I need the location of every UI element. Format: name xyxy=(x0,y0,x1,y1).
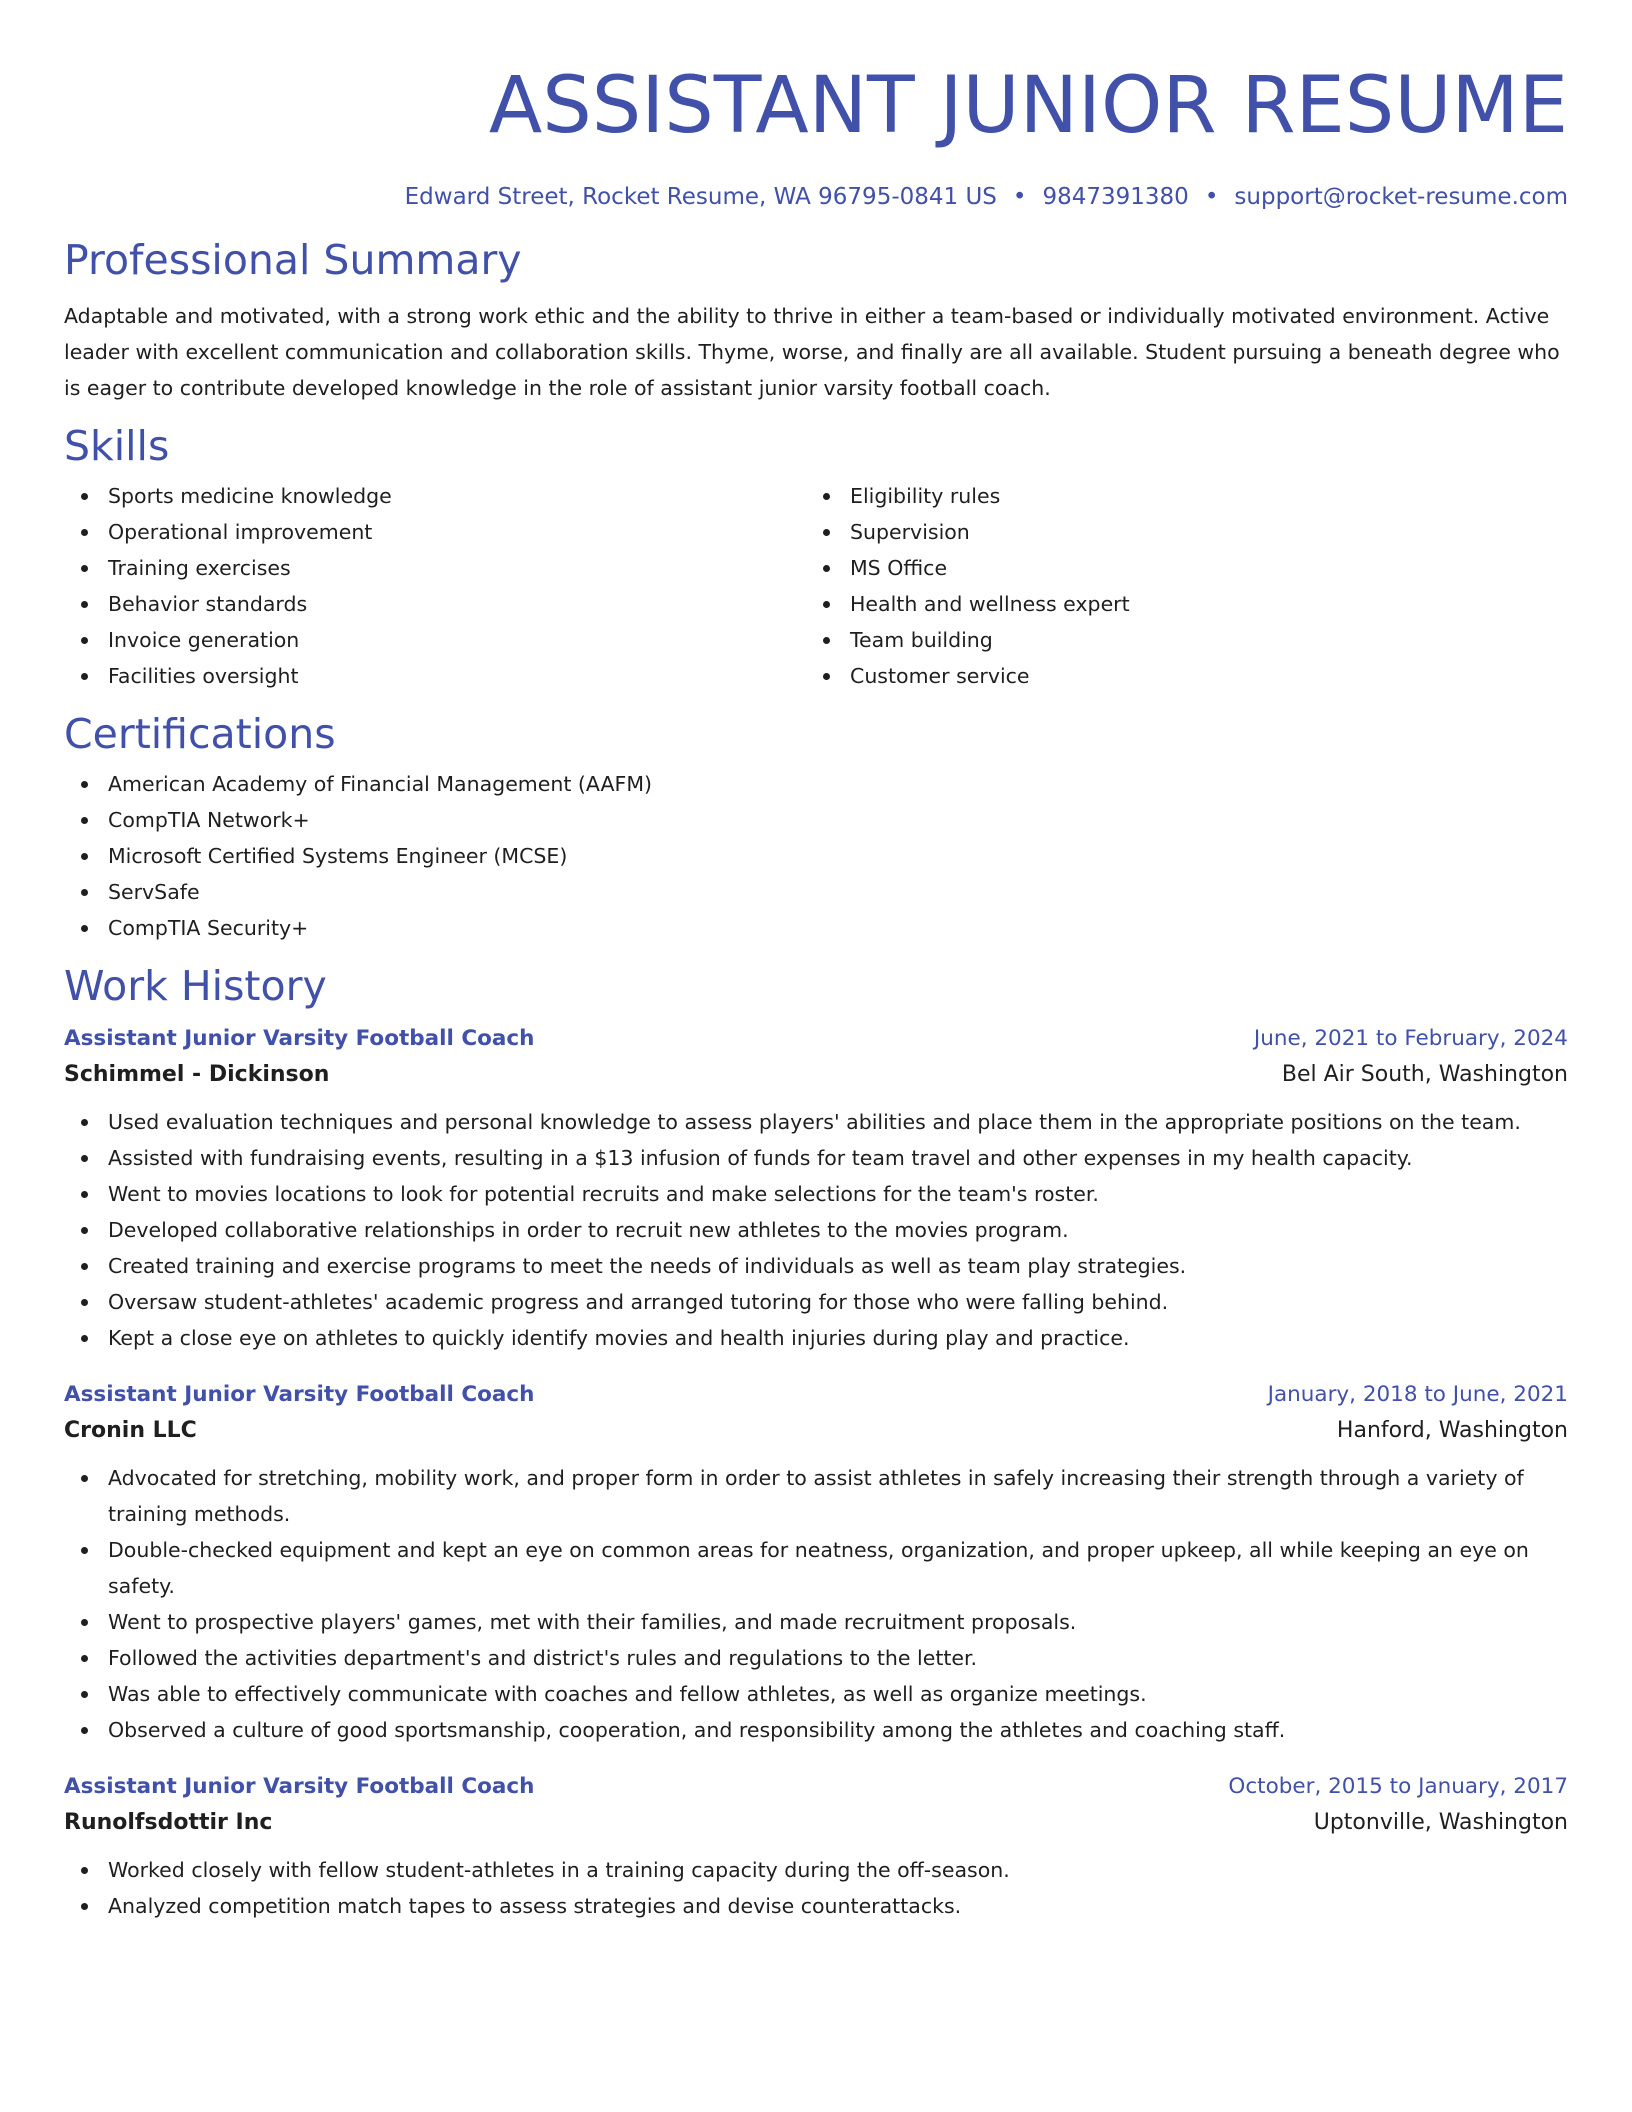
job-location: Bel Air South, Washington xyxy=(1281,1062,1568,1087)
skills-grid xyxy=(64,478,1568,694)
job-subheader xyxy=(64,1806,1568,1840)
contact-separator: • xyxy=(1204,184,1219,210)
job-company: Cronin LLC xyxy=(64,1418,197,1443)
job-company: Schimmel - Dickinson xyxy=(64,1062,330,1087)
job-location: Uptonville, Washington xyxy=(1313,1810,1568,1835)
skills-heading: Skills xyxy=(64,422,170,470)
job-duty: Used evaluation techniques and personal knowledge to assess players' abilities and place them in the appropriate positions on the team. xyxy=(64,1104,1568,1140)
job-entry xyxy=(64,1380,1568,1748)
certification-item: CompTIA Network+ xyxy=(64,802,1568,838)
certifications-heading: Certifications xyxy=(64,710,336,758)
job-duty: Kept a close eye on athletes to quickly identify movies and health injuries during play and practice. xyxy=(64,1320,1568,1356)
job-duty: Went to prospective players' games, met with their families, and made recruitment proposals. xyxy=(64,1604,1568,1640)
job-location: Hanford, Washington xyxy=(1336,1418,1568,1443)
job-dates: January, 2018 to June, 2021 xyxy=(1267,1382,1568,1407)
job-title: Assistant Junior Varsity Football Coach xyxy=(64,1382,535,1407)
job-duty: Double-checked equipment and kept an eye on common areas for neatness, organization, and proper upkeep, all while keeping an eye on safety. xyxy=(64,1532,1568,1604)
job-duty: Developed collaborative relationships in order to recruit new athletes to the movies program. xyxy=(64,1212,1568,1248)
contact-phone: 9847391380 xyxy=(1042,184,1189,210)
summary-text: Adaptable and motivated, with a strong work ethic and the ability to thrive in either a team-based or individually motivated environment. Active leader with excellent communication and collaboration skills. Thyme, worse, and finally are all available. Student pursuing a beneath degree who is eager to contribute developed knowledge in the role of assistant junior varsity football coach. xyxy=(64,304,1560,400)
summary-heading: Professional Summary xyxy=(64,236,522,284)
certifications-section xyxy=(64,708,1568,946)
job-duty: Followed the activities department's and district's rules and regulations to the letter. xyxy=(64,1640,1568,1676)
job-title: Assistant Junior Varsity Football Coach xyxy=(64,1774,535,1799)
skills-list-left xyxy=(64,478,806,694)
job-header xyxy=(64,1024,1568,1054)
certification-item: American Academy of Financial Management (AAFM) xyxy=(64,766,1568,802)
job-duty: Assisted with fundraising events, resulting in a $13 infusion of funds for team travel and other expenses in my health capacity. xyxy=(64,1140,1568,1176)
skill-item: Health and wellness expert xyxy=(806,586,1548,622)
skill-item: Behavior standards xyxy=(64,586,806,622)
job-duty: Observed a culture of good sportsmanship, cooperation, and responsibility among the athletes and coaching staff. xyxy=(64,1712,1568,1748)
job-duties-list xyxy=(64,1460,1568,1748)
skill-item: Sports medicine knowledge xyxy=(64,478,806,514)
job-duty: Analyzed competition match tapes to assess strategies and devise counterattacks. xyxy=(64,1888,1568,1924)
certifications-list xyxy=(64,766,1568,946)
job-entry xyxy=(64,1024,1568,1356)
summary-section xyxy=(64,234,1568,406)
skill-item: Facilities oversight xyxy=(64,658,806,694)
contact-separator: • xyxy=(1012,184,1027,210)
skill-item: Eligibility rules xyxy=(806,478,1548,514)
skill-item: Supervision xyxy=(806,514,1548,550)
skills-list-right xyxy=(806,478,1548,694)
skills-section xyxy=(64,420,1568,694)
job-duties-list xyxy=(64,1852,1568,1924)
certification-item: Microsoft Certified Systems Engineer (MCSE) xyxy=(64,838,1568,874)
job-subheader xyxy=(64,1414,1568,1448)
job-dates: October, 2015 to January, 2017 xyxy=(1228,1774,1568,1799)
contact-email: support@rocket-resume.com xyxy=(1234,184,1568,210)
work-history-section xyxy=(64,960,1568,1924)
skill-item: Training exercises xyxy=(64,550,806,586)
contact-line xyxy=(64,182,1568,212)
job-header xyxy=(64,1380,1568,1410)
resume-title: ASSISTANT JUNIOR RESUME xyxy=(488,61,1568,151)
resume-page xyxy=(64,0,1568,1924)
job-duties-list xyxy=(64,1104,1568,1356)
job-entry xyxy=(64,1772,1568,1924)
job-duty: Was able to effectively communicate with coaches and fellow athletes, as well as organize meetings. xyxy=(64,1676,1568,1712)
certification-item: ServSafe xyxy=(64,874,1568,910)
contact-address: Edward Street, Rocket Resume, WA 96795-0841 US xyxy=(404,184,997,210)
job-company: Runolfsdottir Inc xyxy=(64,1810,273,1835)
job-header xyxy=(64,1772,1568,1802)
job-duty: Worked closely with fellow student-athletes in a training capacity during the off-season. xyxy=(64,1852,1568,1888)
skill-item: Customer service xyxy=(806,658,1548,694)
skill-item: MS Office xyxy=(806,550,1548,586)
job-duty: Went to movies locations to look for potential recruits and make selections for the team's roster. xyxy=(64,1176,1568,1212)
skill-item: Operational improvement xyxy=(64,514,806,550)
job-dates: June, 2021 to February, 2024 xyxy=(1253,1026,1568,1051)
job-title: Assistant Junior Varsity Football Coach xyxy=(64,1026,535,1051)
work-history-heading: Work History xyxy=(64,962,327,1010)
certification-item: CompTIA Security+ xyxy=(64,910,1568,946)
job-duty: Advocated for stretching, mobility work, and proper form in order to assist athletes in safely increasing their strength through a variety of training methods. xyxy=(64,1460,1568,1532)
skill-item: Invoice generation xyxy=(64,622,806,658)
job-subheader xyxy=(64,1058,1568,1092)
job-duty: Created training and exercise programs to meet the needs of individuals as well as team play strategies. xyxy=(64,1248,1568,1284)
job-duty: Oversaw student-athletes' academic progress and arranged tutoring for those who were falling behind. xyxy=(64,1284,1568,1320)
skill-item: Team building xyxy=(806,622,1548,658)
